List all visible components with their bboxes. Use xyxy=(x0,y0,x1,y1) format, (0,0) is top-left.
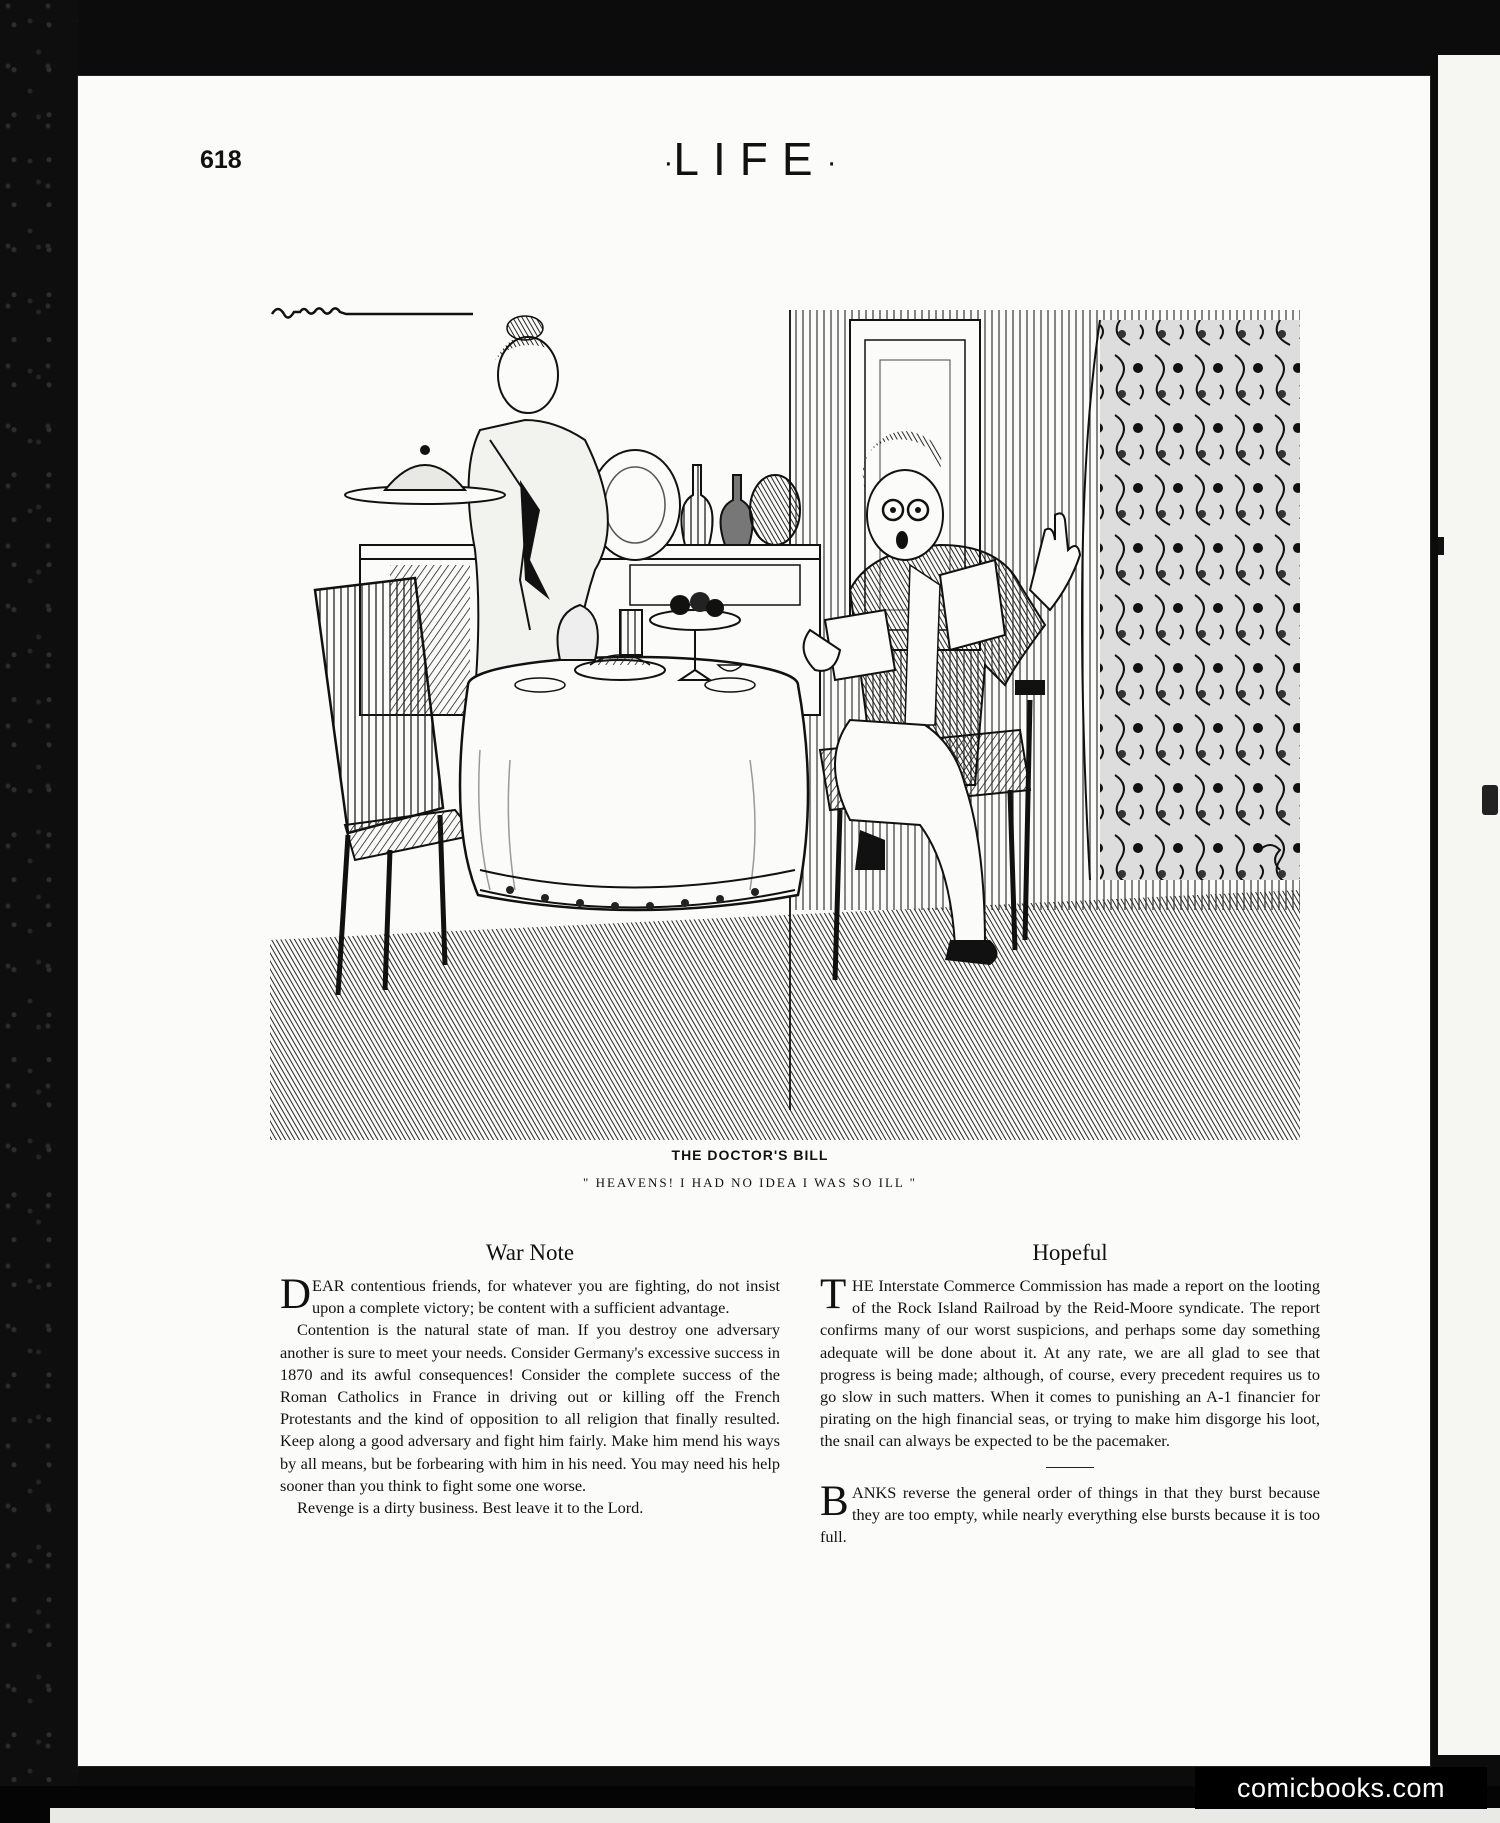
section-divider xyxy=(1046,1467,1094,1468)
paragraph-text: ANKS reverse the general order of things in that they burst because they are too empty, while nearly everything else bursts because it is too full. xyxy=(820,1482,1320,1547)
article-title: War Note xyxy=(485,1240,575,1265)
illustration-caption-quote: " HEAVENS! I HAD NO IDEA I WAS SO ILL " xyxy=(583,1175,917,1190)
cartoon-illustration xyxy=(150,290,1310,1140)
ink-smudge xyxy=(1482,785,1498,815)
adjacent-page-edge xyxy=(1438,55,1500,1755)
article-war-note xyxy=(280,1237,780,1519)
masthead-title: LIFE xyxy=(673,133,827,185)
paragraph-text: EAR contentious friends, for whatever you are fighting, do not insist upon a complete victory; be content with a sufficient advantage. xyxy=(312,1276,780,1318)
drop-cap: B xyxy=(820,1477,849,1525)
article-paragraph xyxy=(280,1271,780,1319)
masthead-dot-left: · xyxy=(663,145,674,179)
scan-background-left xyxy=(0,0,78,1823)
page-clip-mark xyxy=(1438,537,1444,555)
article-paragraph: Revenge is a dirty business. Best leave it to the Lord. xyxy=(297,1498,644,1518)
illustration-caption-title: THE DOCTOR'S BILL xyxy=(671,1147,829,1163)
drop-cap: D xyxy=(280,1271,312,1318)
masthead xyxy=(600,132,900,196)
page-number: 618 xyxy=(200,146,242,174)
article-paragraph: Contention is the natural state of man. If you destroy one adversary another is sure to meet your needs. Consider Germany's excessive success in 1870 and its awful consequences! Consider the complete success of the Roman Catholics in France in driving out or killing off the French Protestants and the kind of opposition to all religion that finally resulted. Keep along a good adversary and fight him fairly. Make him mend his ways by all means, but be forbearing with him in his need. You may need his help sooner than you think to fight some one worse. xyxy=(280,1320,780,1495)
masthead-dot-right: · xyxy=(826,145,837,179)
article-paragraph xyxy=(820,1271,1320,1453)
article-title: Hopeful xyxy=(1032,1240,1108,1265)
paragraph-text: HE Interstate Commerce Commission has made a report on the looting of the Rock Island Railroad by the Reid-Moore syndicate. The report confirms many of our worst suspicions, and perhaps some day something adequate will be done about it. At any rate, we are all glad to see that progress is being made; although, of course, every precedent requires us to go slow in such matters. When it comes to punishing an A-1 financier for pirating on the high financial seas, or trying to make him disgorge his loot, the snail can always be expected to be the pacemaker. xyxy=(820,1276,1320,1451)
article-hopeful xyxy=(820,1237,1320,1548)
next-sheet-edge xyxy=(50,1808,1500,1823)
site-watermark: comicbooks.com xyxy=(1195,1767,1487,1809)
article-paragraph xyxy=(820,1477,1320,1549)
drop-cap: T xyxy=(820,1271,847,1318)
